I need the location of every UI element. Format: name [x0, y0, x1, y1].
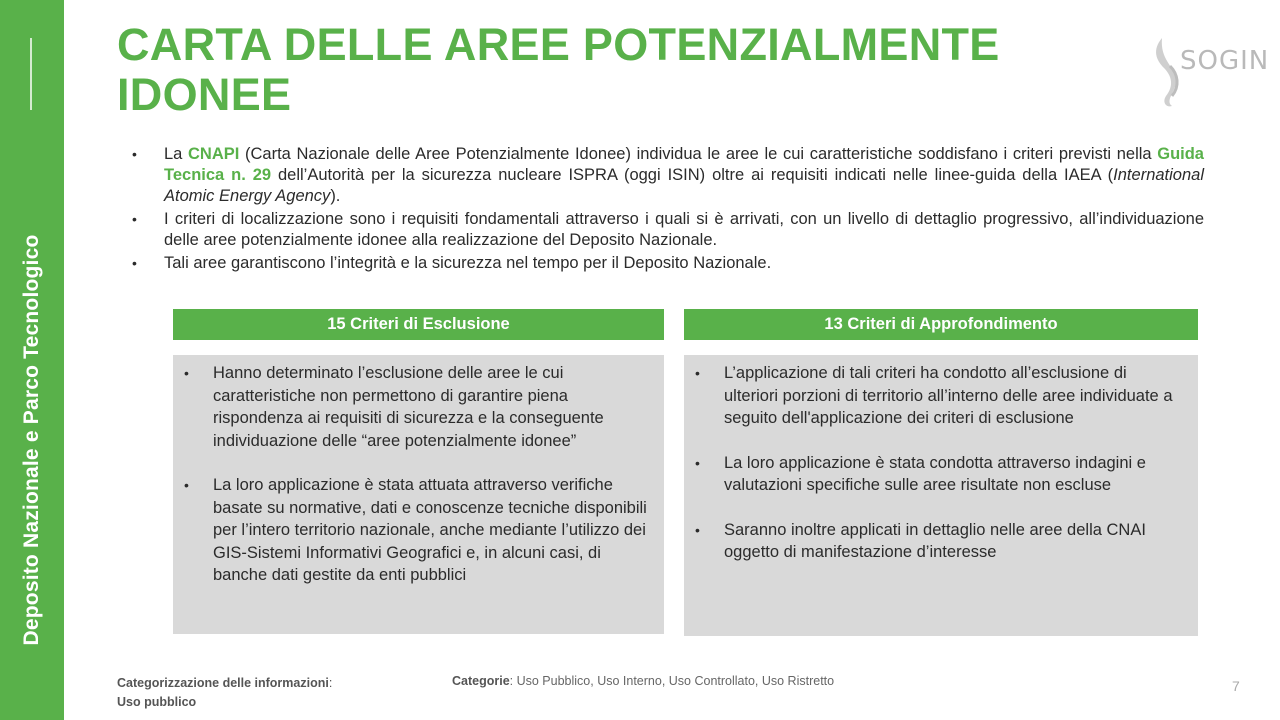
footer-categories: Categorie: Uso Pubblico, Uso Interno, Uso Controllato, Uso Ristretto	[452, 674, 835, 688]
cnapi-highlight: CNAPI	[188, 145, 240, 163]
footer-classification: Categorizzazione delle informazioni: Uso pubblico	[117, 676, 333, 709]
guida-highlight: Guida Tecnica n. 29	[164, 145, 1204, 184]
exclusion-criteria-header: 15 Criteri di Esclusione	[173, 309, 664, 340]
intro-list	[130, 144, 1204, 276]
page-title: CARTA DELLE AREE POTENZIALMENTE IDONEE	[117, 19, 1000, 120]
logo-wordmark: SOGIN	[1180, 46, 1270, 76]
deepening-criteria-box	[684, 355, 1198, 636]
deepening-criteria-header: 13 Criteri di Approfondimento	[684, 309, 1198, 340]
intro-bullet-2: • I criteri di localizzazione sono i requisiti fondamentali attraverso i quali si è arrivati, con un livello di dettaglio progressivo, all’individuazione delle aree potenzialmente idonee alla realizzazione del Deposito Nazionale.	[130, 209, 1204, 251]
sogin-logo	[1148, 36, 1270, 110]
list-item: • Saranno inoltre applicati in dettaglio nelle aree della CNAI oggetto di manifestazione d’interesse	[684, 519, 1184, 564]
sidebar	[0, 0, 64, 720]
sidebar-divider	[30, 38, 32, 110]
exclusion-criteria-box	[173, 355, 664, 634]
intro-bullet-3: • Tali aree garantiscono l’integrità e la sicurezza nel tempo per il Deposito Nazionale.	[130, 253, 1204, 274]
page-number: 7	[1232, 678, 1240, 694]
list-item: • L’applicazione di tali criteri ha condotto all’esclusione di ulteriori porzioni di territorio all’interno delle aree individuate a seguito dell'applicazione dei criteri di esclusione	[684, 362, 1184, 430]
sidebar-label: Deposito Nazionale e Parco Tecnologico	[20, 234, 43, 646]
intro-bullet-1: • La CNAPI (Carta Nazionale delle Aree Potenzialmente Idonee) individua le aree le cui caratteristiche soddisfano i criteri previsti nella Guida Tecnica n. 29 dell’Autorità per la sicurezza nucleare ISPRA (oggi ISIN) oltre ai requisiti indicati nelle linee-guida della IAEA (International Atomic Energy Agency).	[130, 144, 1204, 207]
list-item: • La loro applicazione è stata attuata attraverso verifiche basate su normative, dati e conoscenze tecniche disponibili per l’intero territorio nazionale, anche mediante l’utilizzo dei GIS-Sistemi Informativi Geografici e, in alcuni casi, di banche dati gestite da enti pubblici	[173, 474, 650, 587]
list-item: • Hanno determinato l’esclusione delle aree le cui caratteristiche non permettono di garantire piena rispondenza ai requisiti di sicurezza e la conseguente individuazione delle “aree potenzialmente idonee”	[173, 362, 650, 452]
list-item: • La loro applicazione è stata condotta attraverso indagini e valutazioni specifiche sulle aree risultate non escluse	[684, 452, 1184, 497]
